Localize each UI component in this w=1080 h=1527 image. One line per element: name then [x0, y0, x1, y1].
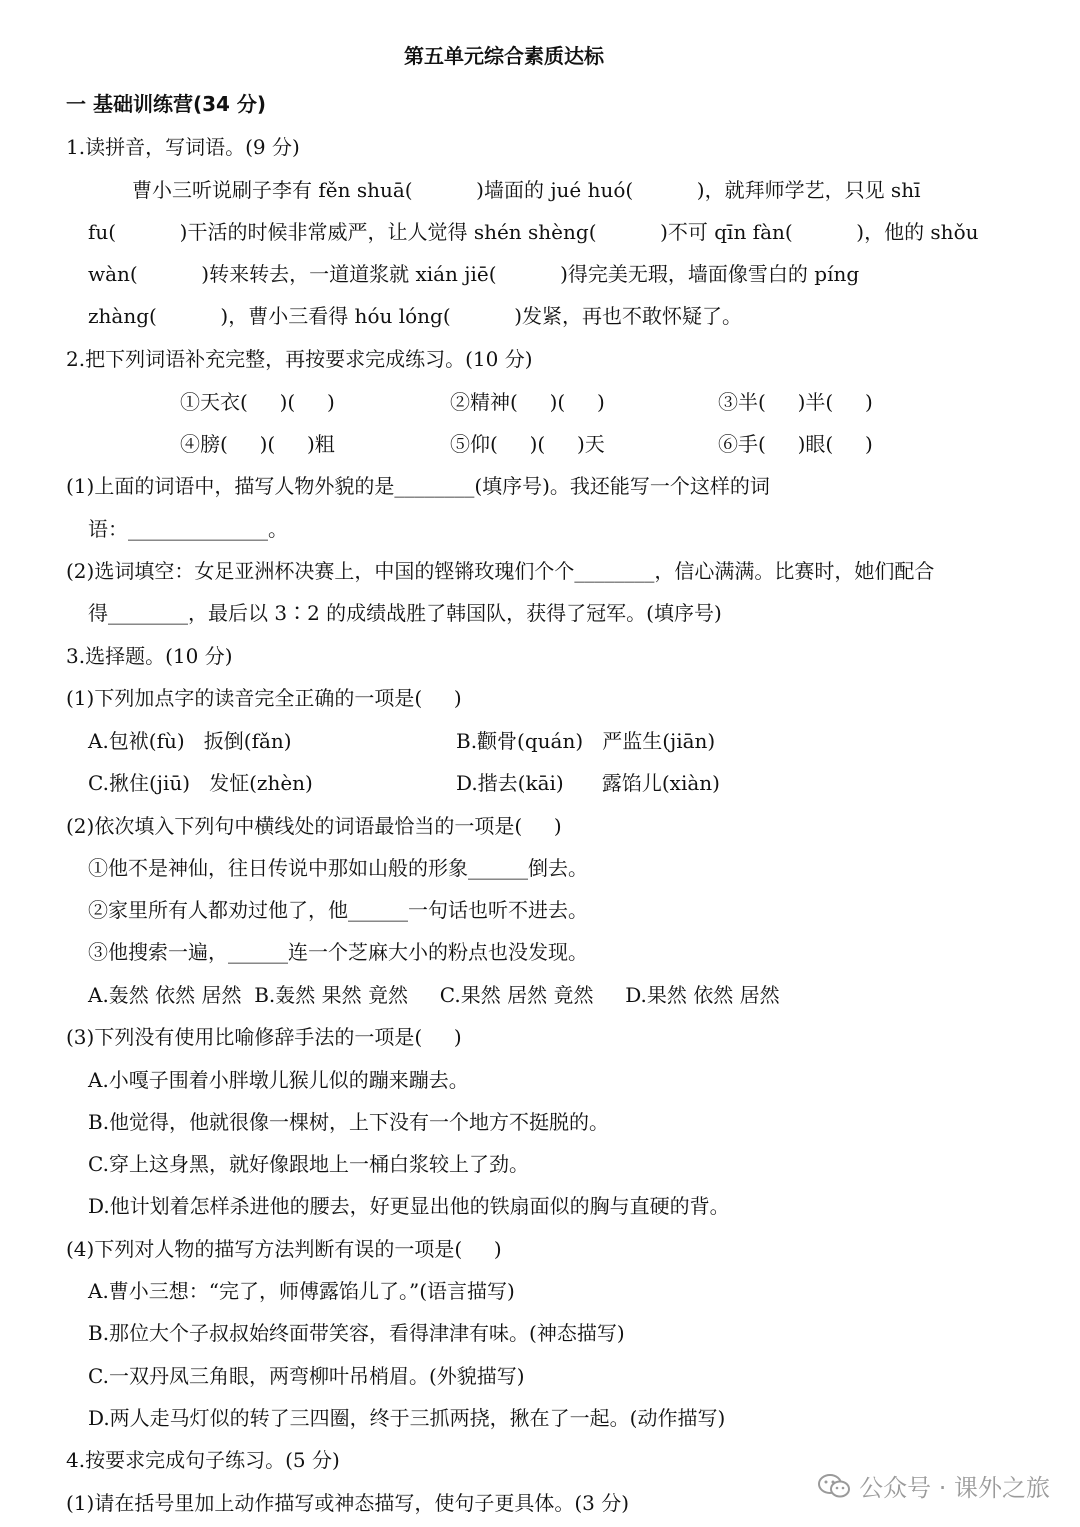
- options-row: A.轰然 依然 居然 B.轰然 果然 竟然 C.果然 居然 竟然 D.果然 依然 居然: [88, 983, 780, 1007]
- idiom-item: ①天衣( )( ): [180, 390, 335, 414]
- option-c: C.一双丹凤三角眼，两弯柳叶吊梢眉。(外貌描写): [88, 1364, 525, 1388]
- question-3-sub-1: (1)下列加点字的读音完全正确的一项是( ): [66, 686, 462, 710]
- question-3-sub-2: (2)依次填入下列句中横线处的词语最恰当的一项是( ): [66, 814, 562, 838]
- section-heading: 一 基础训练营(34 分): [66, 92, 267, 116]
- sentence-item: ①他不是神仙，往日传说中那如山般的形象______倒去。: [88, 856, 588, 880]
- question-2-heading: 2.把下列词语补充完整，再按要求完成练习。(10 分): [66, 347, 533, 371]
- idiom-item: ②精神( )( ): [450, 390, 605, 414]
- option-d: D.他计划着怎样杀进他的腰去，好更显出他的铁扇面似的胸与直硬的背。: [88, 1194, 730, 1218]
- idiom-item: ⑤仰( )( )天: [450, 432, 605, 456]
- question-2-sub-2: (2)选词填空：女足亚洲杯决赛上，中国的铿锵玫瑰们个个________，信心满满。比赛时，她们配合: [66, 559, 935, 583]
- question-2-sub-1: 语：______________。: [88, 517, 288, 541]
- question-1-text: fu( )干活的时候非常威严，让人觉得 shén shèng( )不可 qīn fàn( )，他的 shǒu: [88, 220, 979, 244]
- question-3-sub-3: (3)下列没有使用比喻修辞手法的一项是( ): [66, 1025, 462, 1049]
- option-a: A.包袱(fù) 扳倒(fǎn): [88, 729, 292, 753]
- question-2-sub-1: (1)上面的词语中，描写人物外貌的是________(填序号)。我还能写一个这样的词: [66, 474, 770, 498]
- option-b: B.颧骨(quán) 严监生(jiān): [456, 729, 716, 753]
- watermark: [817, 1468, 1050, 1503]
- watermark-text: 公众号 · 课外之旅: [859, 1474, 1050, 1502]
- idiom-item: ④膀( )( )粗: [180, 432, 335, 456]
- question-3-heading: 3.选择题。(10 分): [66, 644, 233, 668]
- idiom-item: ⑥手( )眼( ): [718, 432, 873, 456]
- question-2-sub-2: 得________，最后以 3∶2 的成绩战胜了韩国队，获得了冠军。(填序号): [88, 601, 722, 625]
- idiom-item: ③半( )半( ): [718, 390, 873, 414]
- page-title: 第五单元综合素质达标: [404, 44, 604, 68]
- question-4-sub-1: (1)请在括号里加上动作描写或神态描写，使句子更具体。(3 分): [66, 1491, 630, 1515]
- sentence-item: ②家里所有人都劝过他了，他______一句话也听不进去。: [88, 898, 588, 922]
- question-1-heading: 1.读拼音，写词语。(9 分): [66, 135, 300, 159]
- option-c: C.揪住(jiū) 发怔(zhèn): [88, 771, 313, 795]
- option-c: C.穿上这身黑，就好像跟地上一桶白浆较上了劲。: [88, 1152, 529, 1176]
- question-1-text: zhàng( )，曹小三看得 hóu lóng( )发紧，再也不敢怀疑了。: [88, 304, 743, 328]
- option-a: A.曹小三想：“完了，师傅露馅儿了。”(语言描写): [88, 1279, 515, 1303]
- option-a: A.小嘎子围着小胖墩儿猴儿似的蹦来蹦去。: [88, 1068, 469, 1092]
- option-b: B.那位大个子叔叔始终面带笑容，看得津津有味。(神态描写): [88, 1321, 625, 1345]
- question-3-sub-4: (4)下列对人物的描写方法判断有误的一项是( ): [66, 1237, 502, 1261]
- option-b: B.他觉得，他就很像一棵树，上下没有一个地方不挺脱的。: [88, 1110, 610, 1134]
- option-d: D.揩去(kāi) 露馅儿(xiàn): [456, 771, 720, 795]
- wechat-icon: [817, 1472, 851, 1500]
- sentence-item: ③他搜索一遍，______连一个芝麻大小的粉点也没发现。: [88, 940, 588, 964]
- question-1-text: wàn( )转来转去，一道道浆就 xián jiē( )得完美无瑕，墙面像雪白的 píng: [88, 262, 860, 286]
- question-1-text: 曹小三听说刷子李有 fěn shuā( )墙面的 jué huó( )，就拜师学艺，只见 shī: [132, 178, 921, 202]
- option-d: D.两人走马灯似的转了三四圈，终于三抓两挠，揪在了一起。(动作描写): [88, 1406, 726, 1430]
- question-4-heading: 4.按要求完成句子练习。(5 分): [66, 1448, 340, 1472]
